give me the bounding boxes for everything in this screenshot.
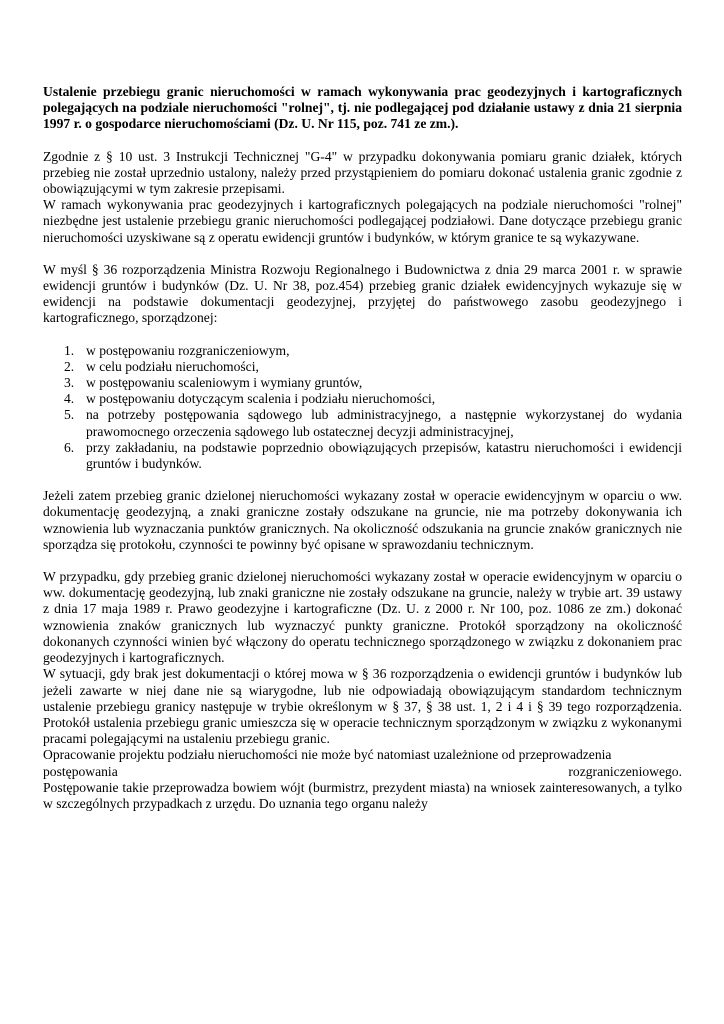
paragraph: W przypadku, gdy przebieg granic dzielonej nieruchomości wykazany został w operacie ewidencyjnym w oparciu o ww. dokumentację geodezyjną, lub znaki graniczne nie zostały odszukane na gruncie, należy w trybie art. 39 ustawy z dnia 17 maja 1989 r. Prawo geodezyjne i kartograficzne (Dz. U. z 2000 r. Nr 100, poz. 1086 ze zm.) dokonać wznowienia znaków granicznych lub wyznaczyć punkty graniczne. Protokół sporządzony na okoliczność dokonanych czynności winien być włączony do operatu technicznego sporządzonego w związku z dokonaniem prac geodezyjnych i kartograficznych. xyxy=(43,569,682,666)
list-number: 6. xyxy=(64,439,75,455)
paragraph: Jeżeli zatem przebieg granic dzielonej nieruchomości wykazany został w operacie ewidencyjnym w oparciu o ww. dokumentację geodezyjną, a znaki graniczne zostały odszukane na gruncie, nie ma potrzeby dokonywania ich wznowienia lub wyznaczania punktów granicznych. Na okoliczność odszukania na gruncie znaków granicznych nie sporządza się protokołu, czynności te powinny być opisane w sprawozdaniu technicznym. xyxy=(43,488,682,552)
paragraph: W myśl § 36 rozporządzenia Ministra Rozwoju Regionalnego i Budownictwa z dnia 29 marca 2001 r. w sprawie ewidencji gruntów i budynków (Dz. U. Nr 38, poz.454) przebieg granic działek ewidencyjnych wykazuje się w ewidencji na podstawie dokumentacji geodezyjnej, przyjętej do państwowego zasobu geodezyjnego i kartograficznego, sporządzonej: xyxy=(43,261,682,326)
list-number: 3. xyxy=(64,375,75,391)
list-text: przy zakładaniu, na podstawie poprzednio obowiązujących przepisów, katastru nieruchomości i ewidencji gruntów i budynków. xyxy=(86,439,682,472)
paragraph: W sytuacji, gdy brak jest dokumentacji o której mowa w § 36 rozporządzenia o ewidencji gruntów i budynków lub jeżeli zawarte w niej dane nie są wiarygodne, lub nie odpowiadają obowiązującym standardom technicznym ustalenie przebiegu granicy następuje w trybie określonym w § 37, § 38 ust. 1, 2 i 4 i § 39 tego rozporządzenia. Protokół ustalenia przebiegu granic umieszcza się w operacie technicznym sporządzonym w związku z wykonanymi pracami polegającymi na ustaleniu przebiegu granic. xyxy=(43,666,682,747)
list-number: 5. xyxy=(64,407,75,423)
list-text: na potrzeby postępowania sądowego lub administracyjnego, a następnie wykorzystanej do wydania prawomocnego orzeczenia sądowego lub ostatecznej decyzji administracyjnej, xyxy=(86,407,682,439)
list-item xyxy=(64,407,682,439)
list-item xyxy=(64,358,682,375)
document-body xyxy=(43,84,682,812)
list-text: w postępowaniu dotyczącym scalenia i podziału nieruchomości, xyxy=(86,391,436,407)
numbered-list xyxy=(43,343,682,473)
list-item xyxy=(64,439,682,472)
paragraph: Postępowanie takie przeprowadza bowiem wójt (burmistrz, prezydent miasta) na wniosek zainteresowanych, a tylko w szczególnych przypadkach z urzędu. Do uznania tego organu należy xyxy=(43,779,682,811)
document-title: Ustalenie przebiegu granic nieruchomości w ramach wykonywania prac geodezyjnych i kartograficznych polegających na podziale nieruchomości "rolnej", tj. nie podlegającej pod działanie ustawy z dnia 21 sierpnia 1997 r. o gospodarce nieruchomościami (Dz. U. Nr 115, poz. 741 ze zm.). xyxy=(43,84,682,132)
paragraph-line xyxy=(43,764,682,780)
paragraph: Opracowanie projektu podziału nieruchomości nie może być natomiast uzależnione od przeprowadzenia xyxy=(43,747,612,763)
list-text: w postępowaniu scaleniowym i wymiany gruntów, xyxy=(86,375,363,391)
list-item xyxy=(64,375,682,391)
paragraph: Zgodnie z § 10 ust. 3 Instrukcji Technicznej "G-4" w przypadku dokonywania pomiaru granic działek, których przebieg nie został uprzednio ustalony, należy przed przystąpieniem do pomiaru dokonać ustalenia granic zgodnie z obowiązującymi w tym zakresie przepisami. xyxy=(43,148,682,197)
list-text: w postępowaniu rozgraniczeniowym, xyxy=(86,342,290,358)
list-text: w celu podziału nieruchomości, xyxy=(86,358,259,374)
list-number: 4. xyxy=(64,391,75,407)
list-number: 2. xyxy=(64,358,75,374)
paragraph-fragment: rozgraniczeniowego. xyxy=(568,763,682,779)
paragraph: W ramach wykonywania prac geodezyjnych i kartograficznych polegających na podziale nieruchomości "rolnej" niezbędne jest ustalenie przebiegu granic nieruchomości podlegającej podziałowi. Dane dotyczące przebiegu granic nieruchomości uzyskiwane są z operatu ewidencji gruntów i budynków, w którym granice te są wykazywane. xyxy=(43,197,682,245)
list-item xyxy=(64,342,682,359)
list-item xyxy=(64,391,682,407)
paragraph-fragment: postępowania xyxy=(43,763,118,779)
list-number: 1. xyxy=(64,342,75,358)
